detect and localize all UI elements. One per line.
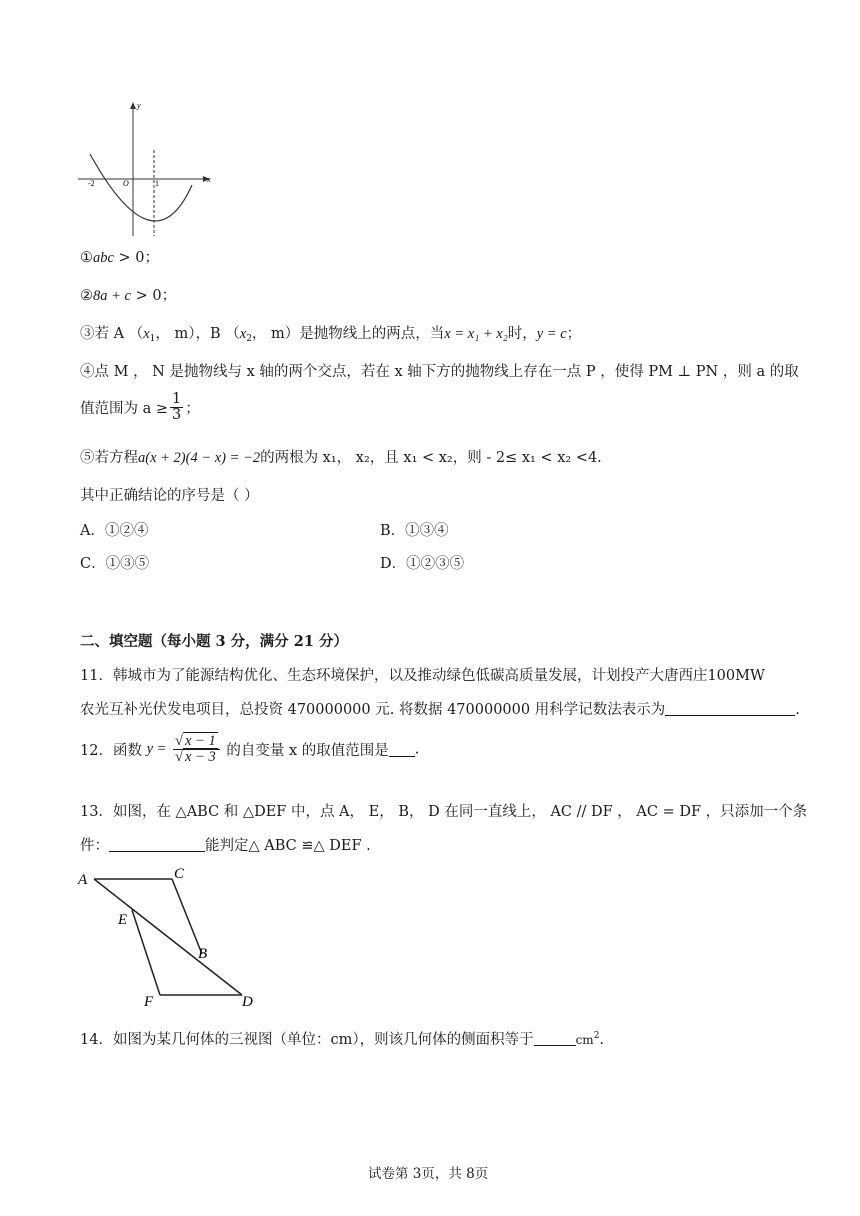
- q13-answer-blank[interactable]: [109, 837, 205, 852]
- label-e: E: [118, 912, 128, 928]
- q14-answer-blank[interactable]: [534, 1031, 576, 1046]
- option-a[interactable]: A．①②④: [80, 523, 149, 539]
- y-axis-label: y: [137, 101, 141, 110]
- statement-1: ①abc > 0；: [80, 250, 160, 266]
- label-1: 1: [155, 179, 159, 188]
- x-axis-label: x: [207, 175, 211, 184]
- label-b: B: [198, 946, 208, 962]
- option-d[interactable]: D．①②③⑤: [380, 556, 465, 572]
- statement-5: ⑤若方程a(x + 2)(4 − x) = −2的两根为 x₁， x₂，且 x₁ < x₂，则 - 2≤ x₁ < x₂ <4.: [80, 450, 602, 466]
- label-f: F: [144, 994, 154, 1010]
- q11-line1: 11．韩城市为了能源结构优化、生态环境保护，以及推动绿色低碳高质量发展，计划投产大唐西庄100MW: [80, 668, 765, 684]
- label-a: A: [78, 872, 88, 888]
- q13-line2: 件： 能判定△ ABC ≌△ DEF .: [80, 838, 371, 854]
- segment-ef: [132, 910, 160, 995]
- y-axis-arrow-icon: [130, 102, 136, 109]
- option-b[interactable]: B．①③④: [380, 523, 449, 539]
- parabola-graph: [74, 98, 219, 240]
- q14: 14．如图为某几何体的三视图（单位：cm），则该几何体的侧面积等于 $cm^2$.: [80, 1031, 605, 1048]
- q12-fraction: $\frac{√ x - 1}{√ x - 3}$: [173, 734, 220, 765]
- label-d: D: [242, 994, 253, 1010]
- section-2-heading: 二、填空题（每小题 3 分，满分 21 分）: [80, 633, 348, 650]
- parabola-curve: [90, 154, 192, 221]
- statement-3: ③若 A （$x_1$， m），B （$x_2$， m）是抛物线上的两点，当x = x₁ + x₂时，y = c；: [80, 326, 582, 344]
- segment-ad: [94, 879, 242, 995]
- label-c: C: [174, 866, 185, 882]
- q11-answer-blank[interactable]: [665, 701, 795, 716]
- q12-answer-blank[interactable]: [389, 742, 415, 757]
- page-footer: 试卷第 3页，共 8页: [368, 1166, 489, 1182]
- statement-4-line2: 值范围为 a ≥ $\frac{1}{3}$ ；: [80, 391, 200, 423]
- statement-4-line1: ④点 M ， N 是抛物线与 x 轴的两个交点，若在 x 轴下方的抛物线上存在一点 P ，使得 PM ⊥ PN ，则 a 的取: [80, 364, 799, 380]
- triangle-figure: [74, 862, 274, 1012]
- option-c[interactable]: C．①③⑤: [80, 556, 150, 572]
- label-origin: O: [123, 179, 129, 188]
- question-prompt: 其中正确结论的序号是（ ）: [80, 488, 259, 504]
- label-neg2: -2: [88, 179, 95, 188]
- q12: 12．函数 y = $\frac{√ x - 1}{√ x - 3}$ 的自变量 x 的取值范围是 .: [80, 733, 420, 765]
- q13-line1: 13．如图，在 △ABC 和 △DEF 中，点 A， E， B， D 在同一直线上， AC // DF ， AC = DF ，只添加一个条: [80, 804, 808, 820]
- statement-2: ②8a + c > 0；: [80, 288, 177, 304]
- q11-line2: 农光互补光伏发电项目，总投资 470000000 元. 将数据 470000000 用科学记数法表示为 .: [80, 702, 800, 718]
